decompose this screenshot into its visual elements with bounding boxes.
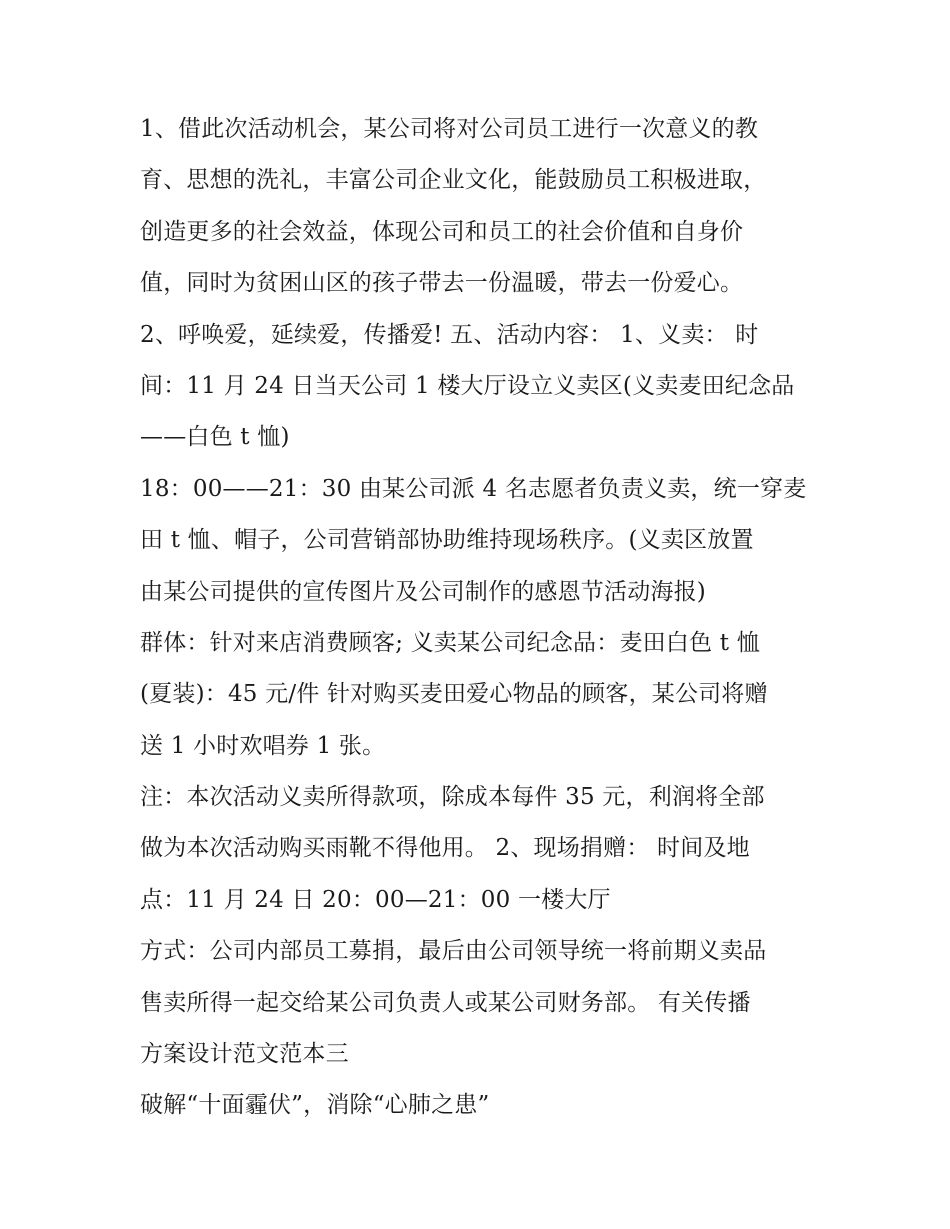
text-line: 方式：公司内部员工募捐，最后由公司领导统一将前期义卖品 — [140, 938, 767, 965]
text-line: 群体：针对来店消费顾客; 义卖某公司纪念品：麦田白色 t 恤 — [140, 629, 760, 656]
text-line: 间：11 月 24 日当天公司 1 楼大厅设立义卖区(义卖麦田纪念品 — [140, 372, 795, 399]
text-line: 田 t 恤、帽子，公司营销部协助维持现场秩序。(义卖区放置 — [140, 527, 754, 554]
text-line: 1、借此次活动机会，某公司将对公司员工进行一次意义的教 — [140, 116, 759, 142]
text-line: 售卖所得一起交给某公司负责人或某公司财务部。 有关传播 — [140, 989, 751, 1016]
text-line: 由某公司提供的宣传图片及公司制作的感恩节活动海报) — [140, 578, 706, 605]
text-line: ——白色 t 恤) — [140, 424, 290, 451]
text-line: 做为本次活动购买雨靴不得他用。 2、现场捐赠： 时间及地 — [140, 835, 750, 862]
text-line: 值，同时为贫困山区的孩子带去一份温暖，带去一份爱心。 — [140, 270, 744, 297]
text-line: 18：00——21：30 由某公司派 4 名志愿者负责义卖，统一穿麦 — [140, 475, 807, 502]
document-body — [140, 104, 820, 1132]
text-line: 注：本次活动义卖所得款项，除成本每件 35 元，利润将全部 — [140, 784, 765, 811]
text-line: 点：11 月 24 日 20：00—21：00 一楼大厅 — [140, 886, 611, 913]
text-line: 送 1 小时欢唱券 1 张。 — [140, 732, 386, 759]
text-line: (夏装)：45 元/件 针对购买麦田爱心物品的顾客，某公司将赠 — [140, 681, 768, 708]
text-line: 方案设计范文范本三 — [140, 1041, 349, 1068]
text-line: 创造更多的社会效益，体现公司和员工的社会价值和自身价 — [140, 218, 744, 245]
text-line: 破解“十面霾伏”，消除“心肺之患” — [140, 1092, 490, 1119]
text-line: 育、思想的洗礼，丰富公司企业文化，能鼓励员工积极进取， — [140, 167, 767, 194]
text-line: 2、呼唤爱，延续爱，传播爱! 五、活动内容： 1、义卖： 时 — [140, 321, 759, 348]
